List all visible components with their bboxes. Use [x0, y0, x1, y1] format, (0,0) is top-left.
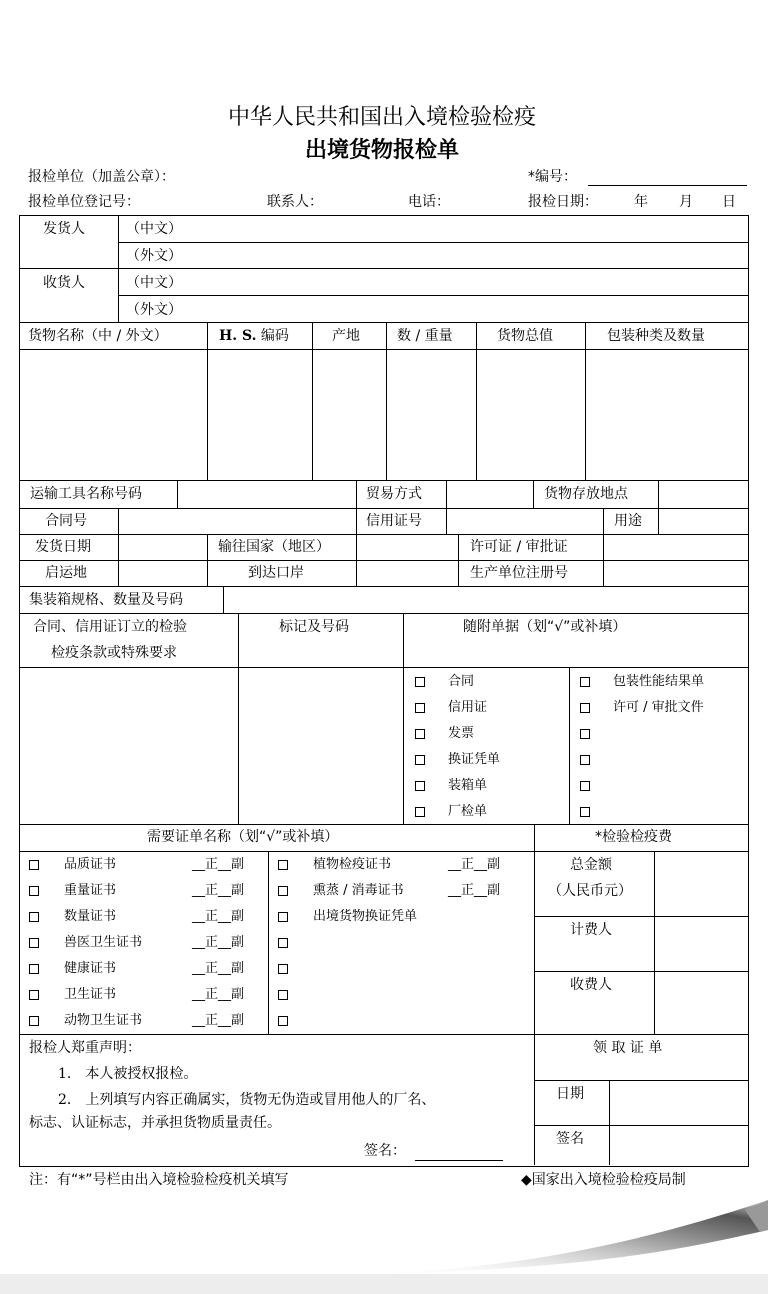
checkbox-icon[interactable]	[580, 807, 590, 817]
checkbox-icon[interactable]	[580, 703, 590, 713]
permit-field[interactable]	[604, 535, 747, 559]
trade-mode-label: 贸易方式	[366, 486, 422, 502]
checkbox-icon[interactable]	[278, 912, 288, 922]
consignee-label: 收货人	[43, 275, 85, 291]
receipt-date-field[interactable]	[610, 1081, 747, 1124]
declaration-item-2-line2: 标志、认证标志，并承担货物质量责任。	[29, 1115, 281, 1131]
trade-mode-field[interactable]	[447, 481, 532, 507]
checkbox-icon[interactable]	[415, 703, 425, 713]
collector-label: 收费人	[570, 977, 612, 993]
origin-cell[interactable]	[313, 350, 385, 479]
producer-reg-label: 生产单位注册号	[470, 565, 568, 581]
footer-issuer: ◆国家出入境检验检疫局制	[521, 1172, 686, 1188]
serial-no-label: *编号：	[528, 169, 577, 185]
copies-field[interactable]: __正__副	[192, 909, 245, 924]
certificate-fill-field[interactable]	[300, 987, 525, 1005]
checkbox-icon[interactable]	[29, 938, 39, 948]
certificate-fill-field[interactable]	[300, 961, 525, 979]
checkbox-icon[interactable]	[580, 729, 590, 739]
checkbox-icon[interactable]	[415, 755, 425, 765]
receipt-signature-field[interactable]	[610, 1126, 747, 1165]
ship-date-label: 发货日期	[35, 539, 91, 555]
contact-label: 联系人：	[267, 194, 323, 210]
purpose-field[interactable]	[659, 509, 747, 533]
copies-field[interactable]: __正__副	[192, 987, 245, 1002]
arrival-port-label: 到达口岸	[248, 565, 304, 581]
consignor-chinese-field[interactable]: （中文）	[126, 221, 182, 237]
total-amount-currency: （人民币元）	[548, 883, 632, 899]
checkbox-icon[interactable]	[29, 860, 39, 870]
page-curl-shadow	[0, 1200, 768, 1294]
hs-code-cell[interactable]	[208, 350, 311, 479]
attached-doc-fill-field[interactable]	[595, 726, 745, 744]
container-label: 集装箱规格、数量及号码	[29, 592, 183, 608]
certificate-label: 兽医卫生证书	[64, 935, 143, 950]
declaration-item-2-line1: 2． 上列填写内容正确属实，货物无伪造或冒用他人的厂名、	[58, 1092, 436, 1108]
marks-field[interactable]	[239, 668, 402, 823]
year-label: 年	[634, 194, 648, 210]
certificate-label: 健康证书	[64, 961, 117, 976]
registration-no-label: 报检单位登记号：	[28, 194, 140, 210]
checkbox-icon[interactable]	[580, 677, 590, 687]
vehicle-field[interactable]	[178, 481, 355, 507]
month-label: 月	[679, 194, 693, 210]
hs-label: H. S.	[219, 328, 257, 344]
goods-name-cell[interactable]	[20, 350, 206, 479]
clause-label-line1: 合同、信用证订立的检验	[33, 619, 187, 635]
ship-date-field[interactable]	[119, 535, 206, 559]
declaration-heading: 报检人郑重声明：	[29, 1040, 141, 1056]
attached-docs-label: 随附单据（划“√”或补填）	[463, 619, 627, 635]
certificate-label: 动物卫生证书	[64, 1013, 143, 1028]
checkbox-icon[interactable]	[278, 990, 288, 1000]
checkbox-icon[interactable]	[29, 964, 39, 974]
copies-field[interactable]: __正__副	[192, 1013, 245, 1028]
checkbox-icon[interactable]	[580, 781, 590, 791]
marks-label: 标记及号码	[279, 619, 349, 635]
producer-reg-field[interactable]	[604, 561, 747, 585]
attached-doc-label: 厂检单	[448, 804, 488, 819]
copies-field[interactable]: __正__副	[192, 961, 245, 976]
phone-label: 电话：	[408, 194, 450, 210]
lc-no-label: 信用证号	[366, 513, 422, 529]
lc-no-field[interactable]	[447, 509, 602, 533]
total-value-header: 货物总值	[497, 328, 553, 344]
checkbox-icon[interactable]	[278, 964, 288, 974]
storage-location-field[interactable]	[659, 481, 747, 507]
attached-doc-fill-field[interactable]	[595, 804, 745, 822]
goods-name-header: 货物名称（中 / 外文）	[28, 328, 168, 344]
purpose-label: 用途	[614, 513, 642, 529]
certificate-fill-field[interactable]	[300, 1013, 525, 1031]
checkbox-icon[interactable]	[29, 1016, 39, 1026]
quantity-weight-cell[interactable]	[387, 350, 475, 479]
copies-field[interactable]: __正__副	[448, 883, 501, 898]
consignee-foreign-field[interactable]: （外文）	[126, 302, 182, 318]
consignor-label: 发货人	[43, 221, 85, 237]
date-label: 报检日期：	[528, 194, 598, 210]
checkbox-icon[interactable]	[278, 938, 288, 948]
certificate-fill-field[interactable]	[300, 935, 525, 953]
receipt-heading: 领 取 证 单	[593, 1040, 663, 1056]
clause-field[interactable]	[20, 668, 237, 823]
checkbox-icon[interactable]	[278, 860, 288, 870]
container-field[interactable]	[224, 587, 747, 612]
certificates-heading: 需要证单名称（划“√”或补填）	[147, 829, 339, 845]
checkbox-icon[interactable]	[415, 781, 425, 791]
calculator-label: 计费人	[570, 922, 612, 938]
total-value-cell[interactable]	[477, 350, 584, 479]
packaging-header: 包装种类及数量	[607, 328, 705, 344]
checkbox-icon[interactable]	[29, 886, 39, 896]
certificate-label: 出境货物换证凭单	[313, 909, 418, 924]
serial-no-field[interactable]	[588, 185, 747, 186]
receipt-date-label: 日期	[556, 1086, 584, 1102]
consignor-foreign-field[interactable]: （外文）	[126, 248, 182, 264]
footer-note: 注：有“*”号栏由出入境检验检疫机关填写	[29, 1172, 289, 1188]
destination-country-label: 输往国家（地区）	[218, 539, 330, 555]
collector-field[interactable]	[655, 972, 747, 1033]
clause-label-line2: 检疫条款或特殊要求	[51, 645, 177, 661]
consignee-chinese-field[interactable]: （中文）	[126, 275, 182, 291]
declaration-signature-field[interactable]	[415, 1160, 503, 1161]
fees-heading: *检验检疫费	[595, 829, 672, 845]
checkbox-icon[interactable]	[415, 677, 425, 687]
attached-doc-label: 包装性能结果单	[613, 674, 705, 689]
attached-doc-label: 装箱单	[448, 778, 488, 793]
packaging-cell[interactable]	[586, 350, 747, 479]
checkbox-icon[interactable]	[278, 1016, 288, 1026]
checkbox-icon[interactable]	[278, 886, 288, 896]
total-amount-field[interactable]	[655, 852, 747, 915]
checkbox-icon[interactable]	[29, 912, 39, 922]
attached-doc-fill-field[interactable]	[595, 752, 745, 770]
quantity-weight-header: 数 / 重量	[397, 328, 453, 344]
vehicle-label: 运输工具名称号码	[30, 486, 142, 502]
contract-no-label: 合同号	[45, 513, 87, 529]
storage-location-label: 货物存放地点	[544, 486, 628, 502]
day-label: 日	[722, 194, 736, 210]
form-title: 出境货物报检单	[304, 138, 459, 163]
calculator-field[interactable]	[655, 917, 747, 970]
attached-doc-label: 信用证	[448, 700, 488, 715]
checkbox-icon[interactable]	[29, 990, 39, 1000]
checkbox-icon[interactable]	[415, 729, 425, 739]
attached-doc-fill-field[interactable]	[595, 778, 745, 796]
declaration-item-1: 1． 本人被授权报检。	[58, 1066, 198, 1082]
copies-field[interactable]: __正__副	[192, 857, 245, 872]
copies-field[interactable]: __正__副	[192, 883, 245, 898]
certificate-label: 熏蒸 / 消毒证书	[313, 883, 404, 898]
attached-doc-label: 许可 / 审批文件	[613, 700, 704, 715]
declaration-signature-label: 签名：	[364, 1143, 406, 1159]
attached-doc-label: 换证凭单	[448, 752, 501, 767]
attached-doc-label: 合同	[448, 674, 475, 689]
destination-country-field[interactable]	[357, 535, 457, 559]
departure-field[interactable]	[119, 561, 206, 585]
copies-field[interactable]: __正__副	[192, 935, 245, 950]
origin-header: 产地	[332, 328, 360, 344]
certificate-label: 重量证书	[64, 883, 117, 898]
departure-label: 启运地	[45, 565, 87, 581]
copies-field[interactable]: __正__副	[448, 857, 501, 872]
certificate-label: 卫生证书	[64, 987, 117, 1002]
hs-code-label: 编码	[260, 328, 289, 344]
certificate-label: 品质证书	[64, 857, 117, 872]
hs-code-header	[219, 328, 289, 344]
checkbox-icon[interactable]	[415, 807, 425, 817]
permit-label: 许可证 / 审批证	[470, 539, 568, 555]
certificate-label: 植物检疫证书	[313, 857, 392, 872]
receipt-signature-label: 签名	[556, 1131, 584, 1147]
contract-no-field[interactable]	[119, 509, 355, 533]
form-title-authority: 中华人民共和国出入境检验检疫	[227, 105, 536, 130]
certificate-label: 数量证书	[64, 909, 117, 924]
checkbox-icon[interactable]	[580, 755, 590, 765]
total-amount-label: 总金额	[570, 857, 612, 873]
attached-doc-label: 发票	[448, 726, 475, 741]
arrival-port-field[interactable]	[357, 561, 457, 585]
applicant-unit-label: 报检单位（加盖公章）：	[28, 169, 175, 185]
